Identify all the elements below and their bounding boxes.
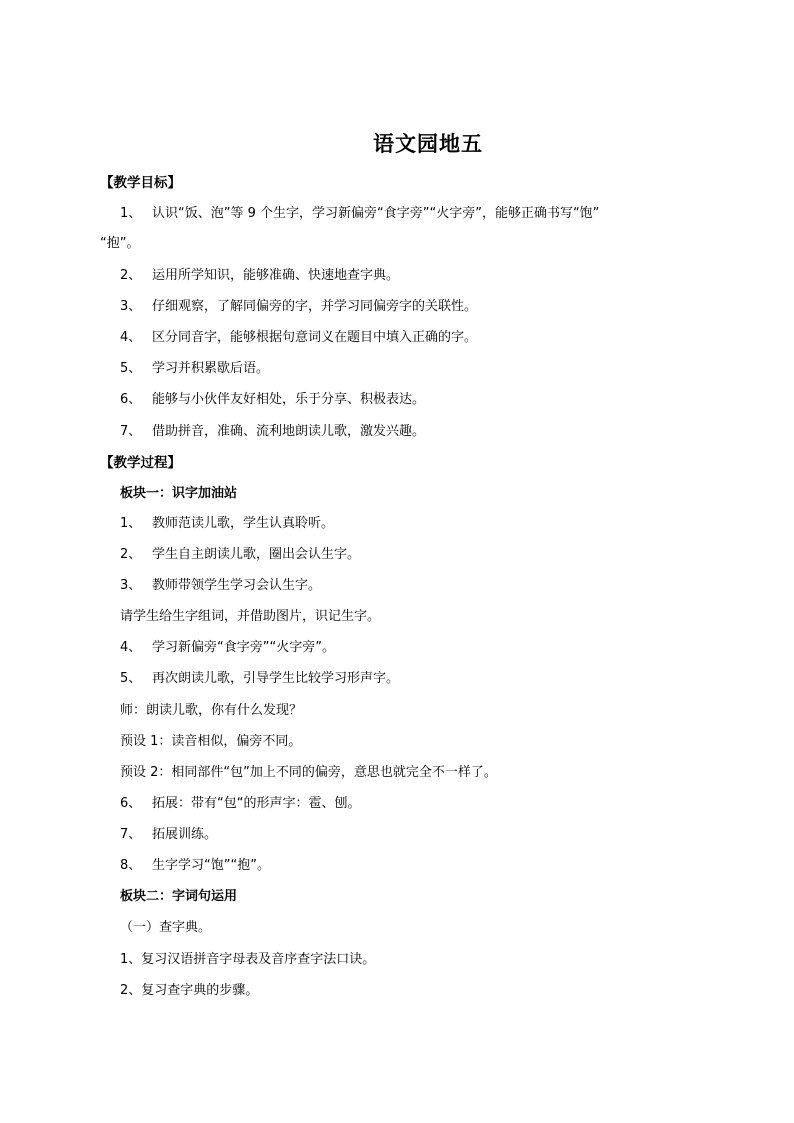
process-heading: 【教学过程】 bbox=[100, 455, 181, 471]
page-title: 语文园地五 bbox=[373, 131, 483, 156]
process-item-3 bbox=[120, 578, 321, 594]
block2-title: 板块二：字词句运用 bbox=[120, 889, 238, 904]
goal-item-3 bbox=[120, 299, 477, 315]
process-text: 学生自主朗读儿歌，圈出会认生字。 bbox=[152, 547, 361, 562]
process-number: 5、 bbox=[120, 671, 142, 686]
block1-title: 板块一：识字加油站 bbox=[120, 486, 238, 501]
process-note: 预设 2：相同部件“包”加上不同的偏旁，意思也就完全不一样了。 bbox=[120, 765, 497, 780]
goal-number: 5、 bbox=[120, 361, 142, 376]
goal-item-5 bbox=[120, 361, 269, 377]
goal-text: 仔细观察，了解同偏旁的字，并学习同偏旁字的关联性。 bbox=[152, 299, 478, 314]
process-text: 教师范读儿歌，学生认真聆听。 bbox=[152, 516, 335, 531]
process-note: 请学生给生字组词，并借助图片，识记生字。 bbox=[120, 609, 381, 624]
block2-item-2: 2、复习查字典的步骤。 bbox=[120, 983, 259, 998]
goals-heading: 【教学目标】 bbox=[100, 175, 181, 191]
process-text: 学习新偏旁“食字旁”“火字旁”。 bbox=[152, 640, 335, 655]
goal-text: 能够与小伙伴友好相处，乐于分享、积极表达。 bbox=[152, 392, 426, 407]
goal-text: 运用所学知识，能够准确、快速地查字典。 bbox=[152, 268, 400, 283]
process-item-7 bbox=[120, 827, 217, 843]
process-note: 预设 1：读音相似，偏旁不同。 bbox=[120, 734, 302, 749]
process-number: 1、 bbox=[120, 516, 142, 531]
process-text: 生字学习“饱”“抱”。 bbox=[152, 858, 270, 873]
process-item-1 bbox=[120, 516, 334, 532]
process-item-4 bbox=[120, 640, 335, 656]
goal-number: 7、 bbox=[120, 424, 142, 439]
process-number: 2、 bbox=[120, 547, 142, 562]
process-number: 6、 bbox=[120, 796, 142, 811]
goal-item-4 bbox=[120, 330, 477, 346]
process-number: 3、 bbox=[120, 578, 142, 593]
process-text: 拓展训练。 bbox=[152, 827, 218, 842]
process-number: 8、 bbox=[120, 858, 142, 873]
goal-text: 区分同音字，能够根据句意词义在题目中填入正确的字。 bbox=[152, 330, 478, 345]
goal-item-1-continuation: “抱”。 bbox=[100, 236, 140, 251]
goal-number: 3、 bbox=[120, 299, 142, 314]
process-text: 拓展：带有“包“的形声字：雹、刨。 bbox=[152, 796, 361, 811]
process-note: 师：朗读儿歌，你有什么发现？ bbox=[120, 703, 303, 718]
process-item-6 bbox=[120, 796, 360, 812]
process-number: 7、 bbox=[120, 827, 142, 842]
goal-item-1 bbox=[120, 206, 599, 222]
process-number: 4、 bbox=[120, 640, 142, 655]
goal-item-7 bbox=[120, 424, 425, 440]
process-text: 教师带领学生学习会认生字。 bbox=[152, 578, 322, 593]
goal-number: 1、 bbox=[120, 206, 142, 221]
process-item-8 bbox=[120, 858, 270, 874]
process-item-5 bbox=[120, 671, 399, 687]
goal-item-2 bbox=[120, 268, 399, 284]
goal-item-6 bbox=[120, 392, 425, 408]
goal-number: 6、 bbox=[120, 392, 142, 407]
goal-number: 4、 bbox=[120, 330, 142, 345]
block2-item-1: 1、复习汉语拼音字母表及音序查字法口诀。 bbox=[120, 952, 376, 967]
process-text: 再次朗读儿歌，引导学生比较学习形声字。 bbox=[152, 671, 400, 686]
goal-text: 学习并积累歇后语。 bbox=[152, 361, 270, 376]
process-item-2 bbox=[120, 547, 360, 563]
block2-subheading: （一）查字典。 bbox=[120, 920, 212, 935]
goal-number: 2、 bbox=[120, 268, 142, 283]
goal-text-line1: 认识“饭、泡”等 9 个生字，学习新偏旁“食字旁”“火字旁”，能够正确书写“饱” bbox=[152, 206, 600, 221]
goal-text: 借助拼音，准确、流利地朗读儿歌，激发兴趣。 bbox=[152, 424, 426, 439]
